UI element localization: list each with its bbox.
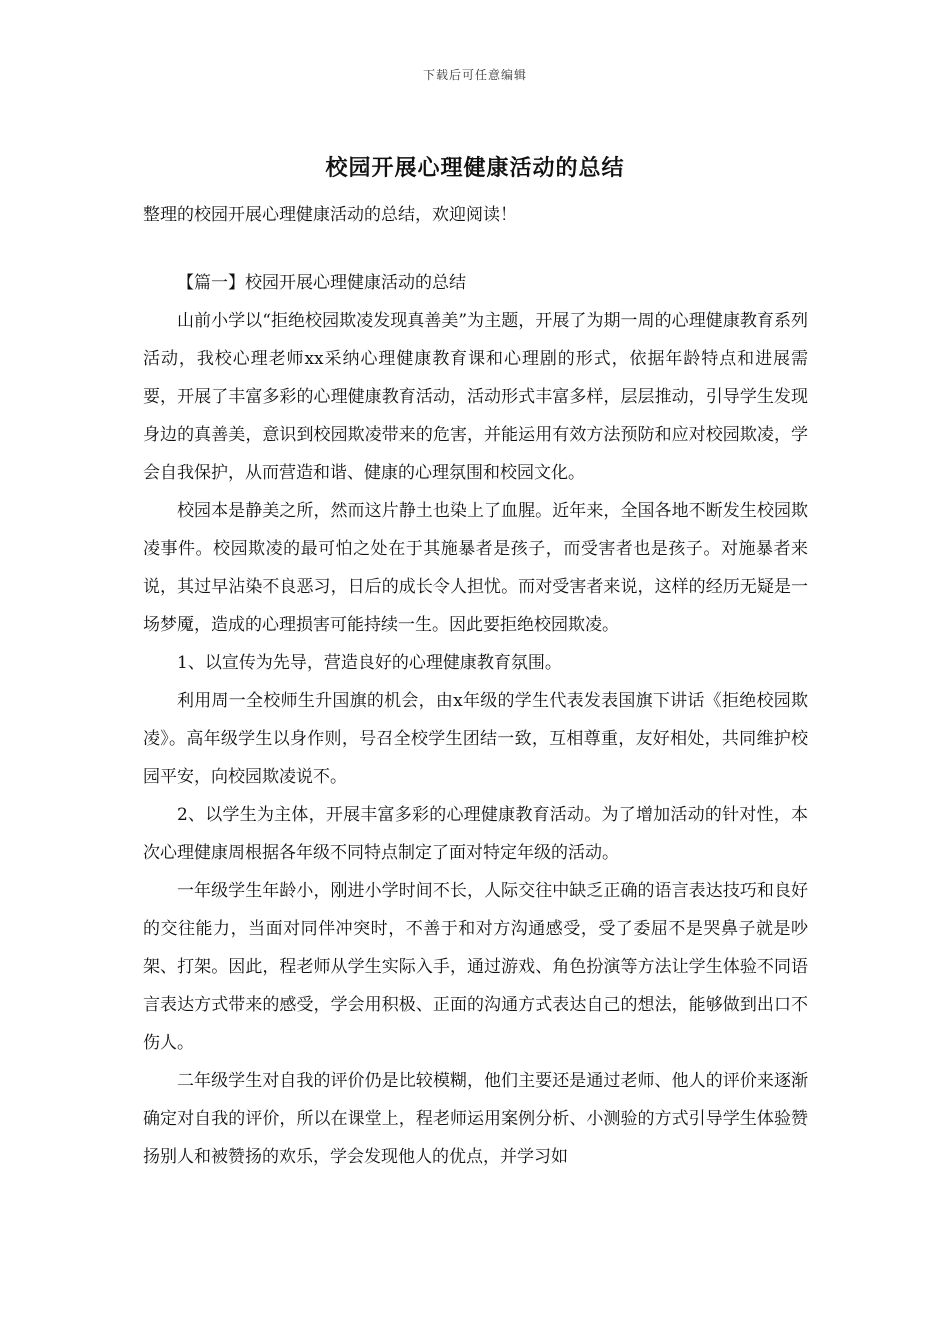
paragraph: 一年级学生年龄小，刚进小学时间不长，人际交往中缺乏正确的语言表达技巧和良好的交往能力，当面对同伴冲突时，不善于和对方沟通感受，受了委屈不是哭鼻子就是吵架、打架。因此，程老师从学生实际入手，通过游戏、角色扮演等方法让学生体验不同语言表达方式带来的感受，学会用积极、正面的沟通方式表达自己的想法，能够做到出口不伤人。 [143, 881, 808, 1053]
paragraph: 山前小学以“拒绝校园欺凌发现真善美”为主题，开展了为期一周的心理健康教育系列活动，我校心理老师xx采纳心理健康教育课和心理剧的形式，依据年龄特点和进展需要，开展了丰富多彩的心理健康教育活动，活动形式丰富多样，层层推动，引导学生发现身边的真善美，意识到校园欺凌带来的危害，并能运用有效方法预防和应对校园欺凌，学会自我保护，从而营造和谐、健康的心理氛围和校园文化。 [143, 311, 808, 483]
paragraph: 二年级学生对自我的评价仍是比较模糊，他们主要还是通过老师、他人的评价来逐渐确定对自我的评价，所以在课堂上，程老师运用案例分析、小测验的方式引导学生体验赞扬别人和被赞扬的欢乐，学会发现他人的优点，并学习如 [143, 1071, 808, 1167]
document-title: 校园开展心理健康活动的总结 [325, 155, 625, 181]
page-header-note: 下载后可任意编辑 [422, 68, 527, 82]
paragraph: 利用周一全校师生升国旗的机会，由x年级的学生代表发表国旗下讲话《拒绝校园欺凌》。高年级学生以身作则，号召全校学生团结一致，互相尊重，友好相处，共同维护校园平安，向校园欺凌说不。 [143, 691, 808, 787]
list-heading: 2、以学生为主体，开展丰富多彩的心理健康教育活动。为了增加活动的针对性，本次心理健康周根据各年级不同特点制定了面对特定年级的活动。 [143, 805, 808, 863]
document-intro: 整理的校园开展心理健康活动的总结，欢迎阅读！ [143, 205, 517, 225]
section-heading: 【篇一】校园开展心理健康活动的总结 [177, 273, 466, 293]
paragraph: 校园本是静美之所，然而这片静土也染上了血腥。近年来，全国各地不断发生校园欺凌事件。校园欺凌的最可怕之处在于其施暴者是孩子，而受害者也是孩子。对施暴者来说，其过早沾染不良恶习，日后的成长令人担忧。而对受害者来说，这样的经历无疑是一场梦魇，造成的心理损害可能持续一生。因此要拒绝校园欺凌。 [143, 501, 808, 635]
document-body [143, 264, 808, 1176]
list-heading: 1、以宣传为先导，营造良好的心理健康教育氛围。 [177, 653, 562, 673]
